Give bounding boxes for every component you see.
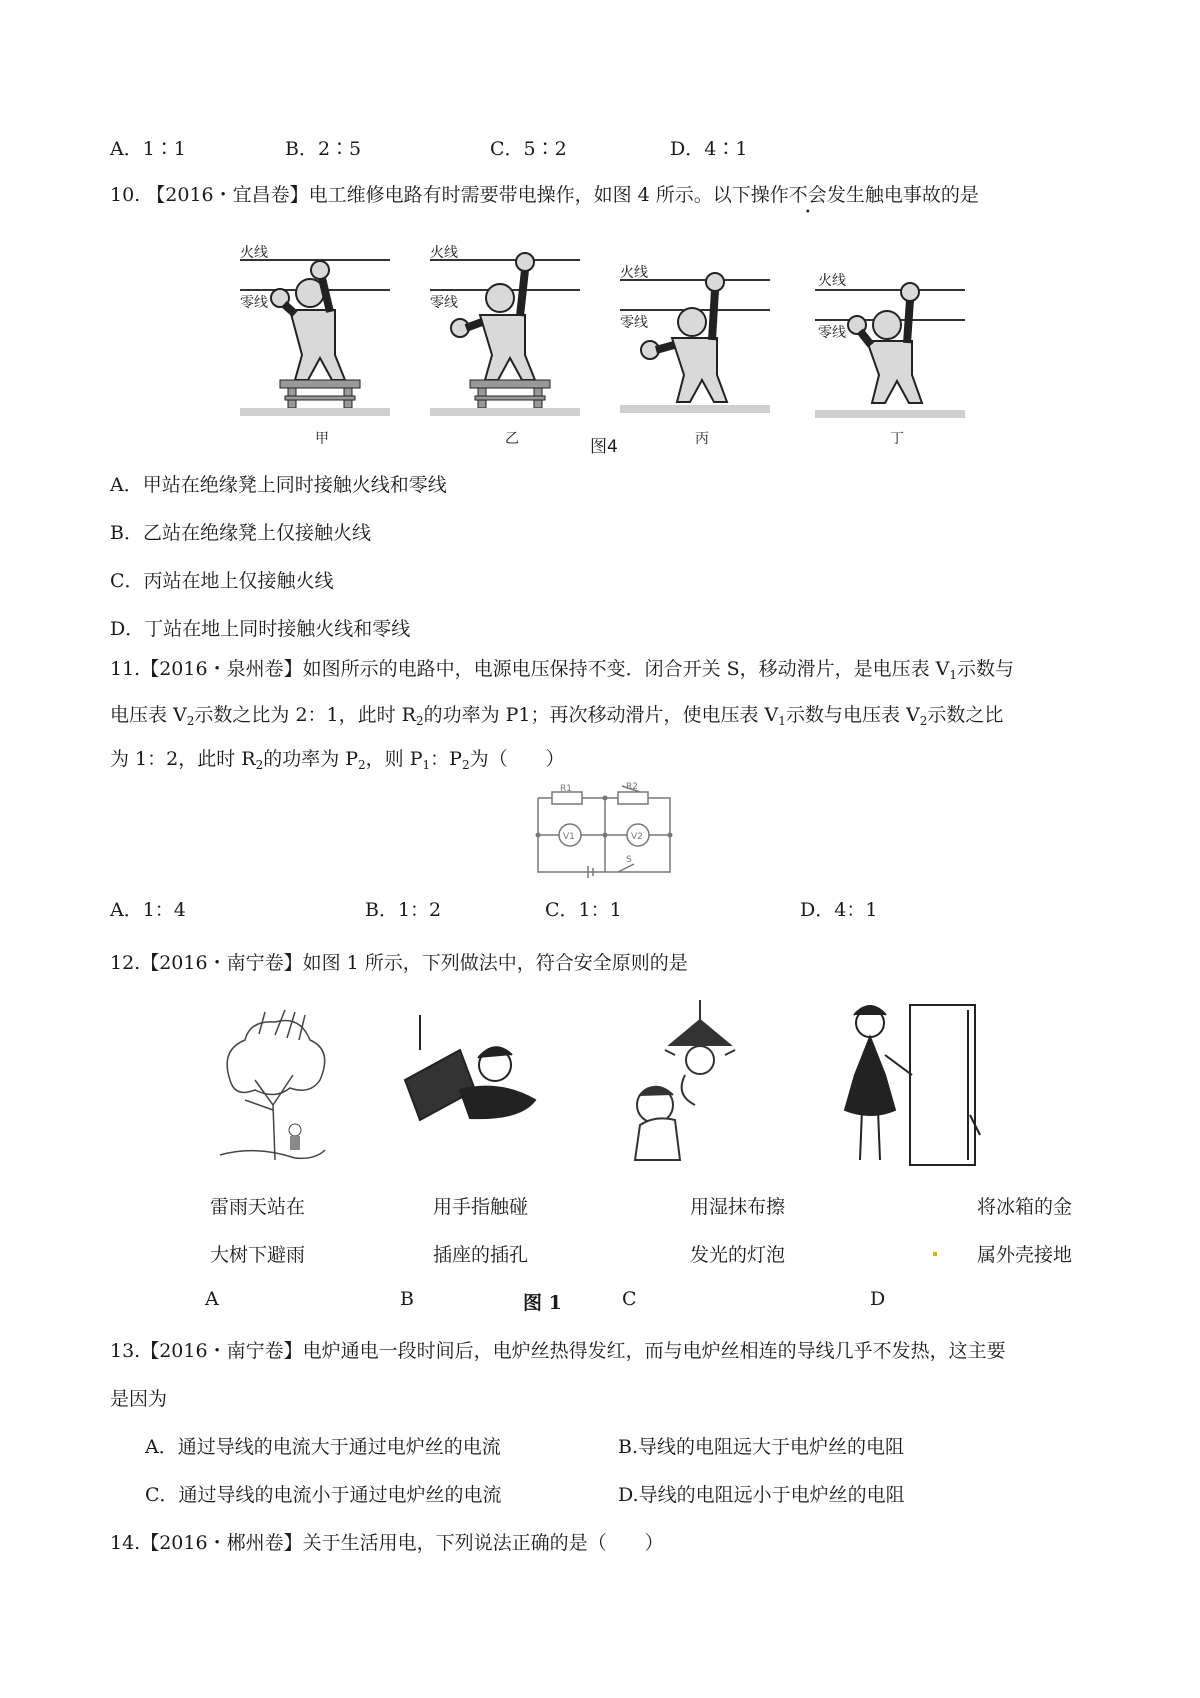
q10-number: 10. xyxy=(110,184,141,206)
q13-source: 【2016・南宁卷】 xyxy=(140,1340,303,1362)
q12-caption-b-line1: 用手指触碰 xyxy=(433,1196,529,1218)
q12-letter-d: D xyxy=(870,1288,886,1310)
q11-sub: 1 xyxy=(949,668,958,682)
panel-ding-neutral-label: 零线 xyxy=(818,325,846,341)
panel-jia-live-label: 火线 xyxy=(240,245,268,261)
q11-line-1 xyxy=(110,654,1014,682)
q11-sub: 2 xyxy=(461,758,470,772)
circuit-v2-label: V2 xyxy=(631,832,643,842)
q11-option-a: A．1：4 xyxy=(110,899,186,921)
q10-source: 【2016・宜昌卷】 xyxy=(146,184,309,206)
q13-option-c: C．通过导线的电流小于通过电炉丝的电流 xyxy=(145,1484,502,1506)
q12-letter-c: C xyxy=(622,1288,637,1310)
panel-ding-label: 丁 xyxy=(890,431,904,447)
q12-illustration-c-wiping-bulb xyxy=(615,1000,755,1170)
q12-caption-a-line1: 雷雨天站在 xyxy=(210,1196,306,1218)
q14-text: 关于生活用电，下列说法正确的是（ ） xyxy=(302,1532,664,1554)
q14-source: 【2016・郴州卷】 xyxy=(140,1532,303,1554)
q11-text: 示数之比 xyxy=(927,704,1004,726)
panel-jia-neutral-label: 零线 xyxy=(240,295,268,311)
q11-text: ：P xyxy=(430,748,462,770)
panel-bing-neutral-label: 零线 xyxy=(620,315,648,331)
q11-option-c: C．1：1 xyxy=(545,899,622,921)
circuit-s-label: S xyxy=(626,855,632,865)
q11-circuit-diagram xyxy=(530,780,680,880)
q11-text: 电压表 V xyxy=(110,704,187,726)
q10-option-a: A．甲站在绝缘凳上同时接触火线和零线 xyxy=(110,474,447,496)
q11-line1-end: 示数与 xyxy=(957,658,1015,680)
panel-jia-label: 甲 xyxy=(315,431,329,447)
q10-text-after: 发生触电事故的是 xyxy=(826,184,979,206)
q11-text: 示数与电压表 V xyxy=(785,704,920,726)
q10-stem xyxy=(110,180,979,207)
q12-stem xyxy=(110,948,688,975)
q11-source: 【2016・泉州卷】 xyxy=(140,658,303,680)
q9-option-b: B．2∶5 xyxy=(285,138,362,160)
q10-emphasis: 不会 xyxy=(788,184,827,206)
circuit-r2-label: R2 xyxy=(626,782,638,792)
q12-caption-c-line1: 用湿抹布擦 xyxy=(690,1196,786,1218)
q13-number: 13. xyxy=(110,1340,141,1362)
q12-caption-d-line1: 将冰箱的金 xyxy=(977,1196,1073,1218)
q11-line-3 xyxy=(110,744,565,772)
q9-option-d: D．4∶1 xyxy=(670,138,748,160)
q12-illustration-b-finger-in-socket xyxy=(400,1010,540,1130)
q11-text: ，则 P xyxy=(365,748,423,770)
q11-sub: 2 xyxy=(186,714,195,728)
q11-line-2 xyxy=(110,700,1003,728)
q12-figure-caption: 图 1 xyxy=(523,1292,562,1314)
q10-option-c: C．丙站在地上仅接触火线 xyxy=(110,570,334,592)
panel-yi-neutral-label: 零线 xyxy=(430,295,458,311)
q11-sub: 2 xyxy=(358,758,366,772)
q11-text: 为 1：2，此时 R xyxy=(110,748,256,770)
panel-ding-illustration xyxy=(815,265,975,435)
circuit-r1-label: R1 xyxy=(560,784,572,794)
figure-4-caption: 图4 xyxy=(590,437,618,457)
q12-illustration-d-grounded-fridge xyxy=(830,995,980,1170)
q13-option-a: A．通过导线的电流大于通过电炉丝的电流 xyxy=(145,1436,501,1458)
q9-option-a: A．1∶1 xyxy=(110,138,186,160)
q11-line1-text: 如图所示的电路中，电源电压保持不变．闭合开关 S，移动滑片，是电压表 V xyxy=(302,658,950,680)
panel-bing-label: 丙 xyxy=(695,431,709,447)
q12-caption-b-line2: 插座的插孔 xyxy=(433,1244,529,1266)
q11-sub: 1 xyxy=(422,758,431,772)
q12-number: 12. xyxy=(110,952,141,974)
panel-yi-label: 乙 xyxy=(505,431,519,447)
q11-sub: 2 xyxy=(919,714,928,728)
q11-number: 11. xyxy=(110,658,141,680)
q10-option-b: B．乙站在绝缘凳上仅接触火线 xyxy=(110,522,371,544)
q11-text: 的功率为 P xyxy=(263,748,359,770)
q13-text-line2: 是因为 xyxy=(110,1388,168,1410)
q11-text: 为（ ） xyxy=(469,748,565,770)
q13-stem-line-1 xyxy=(110,1336,1006,1363)
q10-option-d: D．丁站在地上同时接触火线和零线 xyxy=(110,618,411,640)
q13-option-b: B.导线的电阻远大于电炉丝的电阻 xyxy=(618,1436,905,1458)
q12-letter-b: B xyxy=(400,1288,414,1310)
q9-option-c: C．5∶2 xyxy=(490,138,567,160)
q13-option-d: D.导线的电阻远小于电炉丝的电阻 xyxy=(618,1484,905,1506)
panel-bing-live-label: 火线 xyxy=(620,265,648,281)
q12-caption-a-line2: 大树下避雨 xyxy=(210,1244,306,1266)
q11-text: 示数之比为 2：1，此时 R xyxy=(194,704,416,726)
q12-letter-a: A xyxy=(205,1288,219,1310)
q12-illustration-a-tree-in-storm xyxy=(215,1010,335,1170)
q12-caption-d-line2: 属外壳接地 xyxy=(977,1244,1073,1266)
circuit-v1-label: V1 xyxy=(563,832,575,842)
panel-ding-live-label: 火线 xyxy=(818,273,846,289)
q11-option-b: B．1：2 xyxy=(365,899,442,921)
q11-sub: 2 xyxy=(255,758,264,772)
q13-text-line1: 电炉通电一段时间后，电炉丝热得发红，而与电炉丝相连的导线几乎不发热，这主要 xyxy=(302,1340,1006,1362)
q14-stem xyxy=(110,1528,664,1555)
q11-sub: 1 xyxy=(778,714,786,728)
q12-source: 【2016・南宁卷】 xyxy=(140,952,303,974)
q10-text-before: 电工维修电路有时需要带电操作，如图 4 所示。以下操作 xyxy=(308,184,789,206)
q11-option-d: D．4：1 xyxy=(800,899,878,921)
q12-text: 如图 1 所示，下列做法中，符合安全原则的是 xyxy=(302,952,688,974)
q14-number: 14. xyxy=(110,1532,141,1554)
q11-text: 的功率为 P1；再次移动滑片，使电压表 V xyxy=(423,704,779,726)
stray-mark xyxy=(933,1252,937,1256)
panel-yi-live-label: 火线 xyxy=(430,245,458,261)
q12-caption-c-line2: 发光的灯泡 xyxy=(690,1244,786,1266)
q11-sub: 2 xyxy=(415,714,424,728)
